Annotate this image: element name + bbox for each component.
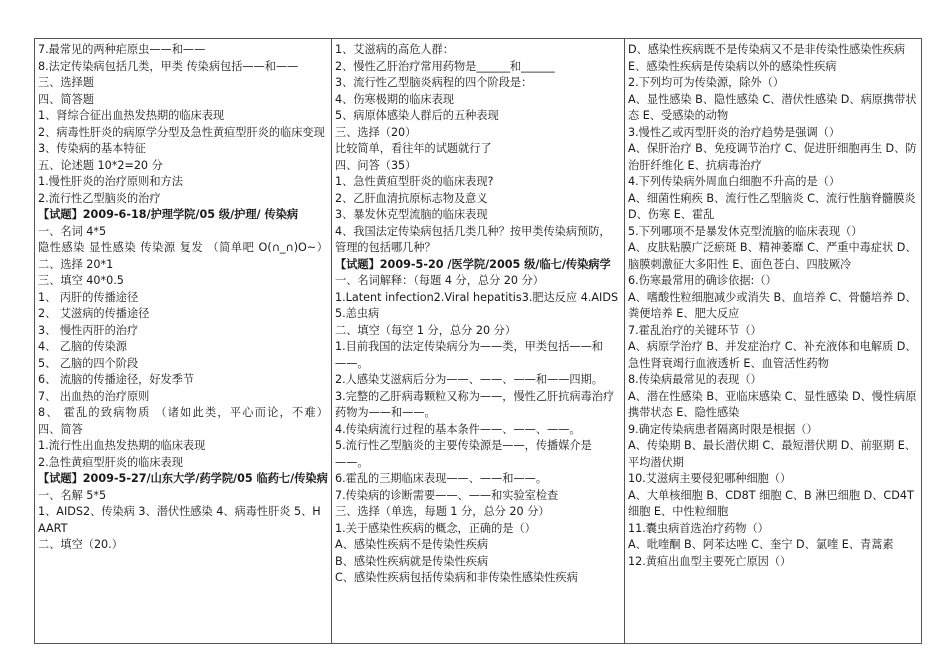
exam-text-line: 5.下列哪项不是暴发休克型流脑的临床表现（）: [628, 224, 863, 238]
column-middle: [332, 42, 624, 587]
exam-text-line: 7.传染病的诊断需要——、——和实验室检查: [335, 488, 559, 502]
exam-text-line: 三、选择（单选，每题 1 分，总分 20 分）: [335, 505, 550, 518]
exam-text-line: C、感染性疾病包括传染病和非传染性感染性疾病: [335, 571, 578, 584]
exam-text-line: 比较简单，看往年的试题就行了: [335, 142, 492, 155]
exam-text-line: B、感染性疾病就是传染性疾病: [335, 554, 489, 568]
exam-text-line: 一、名词 4*5: [38, 224, 107, 238]
exam-text-line: A、传染期 B、最长潜伏期 C、最短潜伏期 D、前驱期 E、平均潜伏期: [628, 439, 916, 469]
exam-text-line: 4、伤寒极期的临床表现: [335, 92, 454, 106]
exam-text-line: 8.传染病最常见的表现（）: [628, 373, 762, 386]
exam-text-line: A、细菌性痢疾 B、流行性乙型脑炎 C、流行性脑脊髓膜炎 D、伤寒 E、霍乱: [628, 191, 916, 221]
exam-text-line: 1、艾滋病的高危人群：: [335, 43, 454, 56]
exam-text-line: D、感染性疾病既不是传染病又不是非传染性感染性疾病: [628, 43, 906, 56]
exam-text-line: 3、暴发休克型流脑的临床表现: [335, 208, 488, 221]
exam-text-line: 3.慢性乙或丙型肝炎的治疗趋势是强调（）: [628, 125, 841, 139]
exam-text-line: A、显性感染 B、隐性感染 C、潜伏性感染 D、病原携带状态 E、受感染的动物: [628, 92, 917, 122]
exam-text-line: A、嗜酸性粒细胞减少或消失 B、血培养 C、骨髓培养 D、粪便培养 E、肥大反应: [628, 290, 917, 320]
exam-text-line: 三、选择（20）: [335, 125, 417, 139]
exam-text-line: A、病原学治疗 B、并发症治疗 C、补充液体和电解质 D、急性肾衰竭行血液透析 E、血管活性药物: [628, 340, 917, 370]
exam-text-line: A、皮肤粘膜广泛瘀斑 B、精神萎靡 C、严重中毒症状 D、脑膜刺激征大多阳性 E、面色苍白、四肢厥冷: [628, 241, 917, 271]
exam-text-line: A、大单核细胞 B、CD8T 细胞 C、B 淋巴细胞 D、CD4T 细胞 E、中性粒细胞: [628, 488, 914, 518]
exam-text-line: 1.慢性肝炎的治疗原则和方法: [38, 175, 183, 188]
exam-text-line: 5、 乙脑的四个阶段: [38, 356, 139, 370]
exam-text-line: 2.下列均可为传染源，除外（）: [628, 76, 785, 89]
exam-text-line: 一、名解 5*5: [38, 488, 107, 502]
exam-text-line: 二、填空（每空 1 分，总分 20 分）: [335, 323, 517, 337]
exam-text-line: 四、简答题: [38, 92, 94, 106]
exam-text-line: 1.Latent infection2.Viral hepatitis3.肥达反应 4.AIDS5.恙虫病: [335, 290, 619, 320]
exam-text-line: 5.流行性乙型脑炎的主要传染源是——，传播媒介是——。: [335, 439, 592, 469]
exam-paper-sheet: [34, 38, 922, 644]
exam-text-line: 7、 出血热的治疗原则: [38, 389, 150, 403]
exam-text-line: 2、乙肝血清抗原标志物及意义: [335, 191, 488, 205]
exam-text-line: 3.完整的乙肝病毒颗粒又称为——，慢性乙肝抗病毒治疗药物为——和——。: [335, 389, 615, 419]
exam-text-line: 3、 慢性丙肝的治疗: [38, 323, 139, 337]
exam-section-heading: 【试题】2009-5-20 /医学院/2005 级/临七/传染病学: [335, 257, 611, 271]
exam-text-line: 3、流行性乙型脑炎病程的四个阶段是：: [335, 76, 533, 89]
exam-text-line: 9.确定传染病患者隔离时限是根据（）: [628, 422, 818, 436]
column-right: [625, 42, 923, 570]
exam-text-line: 10.艾滋病主要侵犯哪种细胞（）: [628, 472, 792, 485]
exam-text-line: 1、肾综合征出血热发热期的临床表现: [38, 109, 225, 122]
exam-text-line: 1.流行性出血热发热期的临床表现: [38, 439, 206, 452]
exam-text-line: A、保肝治疗 B、免疫调节治疗 C、促进肝细胞再生 D、防治肝纤维化 E、抗病毒治疗: [628, 142, 917, 172]
exam-text-line: 2.急性黄疸型肝炎的临床表现: [38, 455, 183, 469]
exam-text-line: 4、 乙脑的传染源: [38, 340, 127, 353]
exam-text-line: 五、论述题 10*2=20 分: [38, 158, 163, 172]
exam-section-heading: 【试题】2009-5-27/山东大学/药学院/05 临药七/传染病: [38, 472, 328, 485]
exam-text-line: 三、选择题: [38, 76, 94, 89]
exam-text-line: 1、 丙肝的传播途径: [38, 290, 139, 304]
exam-text-line: 7.最常见的两种疟原虫——和——: [38, 43, 206, 56]
exam-text-line: 四、问答（35）: [335, 158, 417, 172]
exam-text-line: 6.霍乱的三期临床表现——、——和——。: [335, 472, 548, 485]
column-left: [35, 42, 331, 554]
exam-text-line: 1.关于感染性疾病的概念，正确的是（）: [335, 521, 536, 535]
exam-text-line: 6、 流脑的传播途径，好发季节: [38, 373, 195, 386]
exam-text-line: 3、传染病的基本特征: [38, 142, 146, 155]
exam-text-line: 11.囊虫病首选治疗药物（）: [628, 521, 769, 535]
exam-text-line: 4.传染病流行过程的基本条件——、——、——。: [335, 422, 581, 436]
exam-text-line: 2、 艾滋病的传播途径: [38, 307, 150, 320]
exam-text-line: 2、慢性乙肝治疗常用药物是______和______: [335, 59, 555, 73]
exam-text-line: 7.霍乱治疗的关键环节（）: [628, 323, 762, 337]
exam-text-line: 8、 霍乱的致病物质 （诸如此类，平心而论，不难）: [38, 406, 328, 419]
exam-text-line: 隐性感染 显性感染 传染源 复发 （简单吧 O(∩_∩)O~）: [38, 241, 328, 254]
exam-text-line: 4.下列传染病外周血白细胞不升高的是（）: [628, 175, 841, 188]
exam-section-heading: 【试题】2009-6-18/护理学院/05 级/护理/ 传染病: [38, 208, 299, 221]
exam-text-line: 二、填空（20.）: [38, 538, 123, 551]
exam-text-line: 四、简答: [38, 422, 83, 436]
exam-text-line: 1、急性黄疸型肝炎的临床表现?: [335, 175, 494, 188]
exam-text-line: 2.流行性乙型脑炎的治疗: [38, 191, 161, 205]
exam-text-line: 6.伤寒最常用的确诊依据:（）: [628, 274, 777, 287]
exam-text-line: 2、病毒性肝炎的病原学分型及急性黄疸型肝炎的临床变现: [38, 125, 325, 139]
exam-text-line: A、吡喹酮 B、阿苯达唑 C、奎宁 D、氯喹 E、青蒿素: [628, 538, 894, 551]
exam-text-line: 5、病原体感染人群后的五种表现: [335, 109, 499, 122]
exam-text-line: A、感染性疾病不是传染性疾病: [335, 538, 489, 551]
exam-text-line: 二、选择 20*1: [38, 257, 114, 271]
exam-text-line: 一、名词解释：（每题 4 分，总分 20 分）: [335, 274, 544, 287]
exam-text-line: 1、AIDS2、传染病 3、潜伏性感染 4、病毒性肝炎 5、HAART: [38, 505, 321, 535]
exam-text-line: 1.目前我国的法定传染病分为——类，甲类包括——和——。: [335, 340, 603, 370]
exam-text-line: 三、填空 40*0.5: [38, 274, 124, 287]
exam-text-line: 4、我国法定传染病包括几类几种？按甲类传染病预防，管理的包括哪几种？: [335, 224, 611, 254]
exam-text-line: A、潜在性感染 B、亚临床感染 C、显性感染 D、慢性病原携带状态 E、隐性感染: [628, 389, 917, 419]
exam-text-line: 12.黄疸出血型主要死亡原因（）: [628, 554, 792, 568]
exam-text-line: 2.人感染艾滋病后分为——、——、——和——四期。: [335, 373, 603, 386]
exam-text-line: E、感染性疾病是传染病以外的感染性疾病: [628, 59, 837, 73]
exam-text-line: 8.法定传染病包括几类，甲类 传染病包括——和——: [38, 59, 299, 73]
